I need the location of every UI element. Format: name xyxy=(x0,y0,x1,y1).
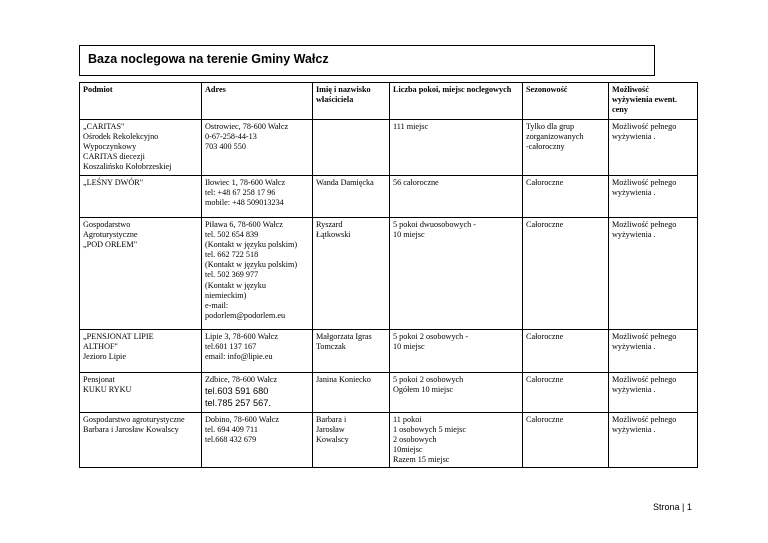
cell-pokoje xyxy=(390,330,523,373)
cell-line: Barbara i xyxy=(316,415,347,424)
cell-line: wyżywienia . xyxy=(612,342,656,352)
cell-line: Lipie 3, 78-600 Wałcz xyxy=(205,332,278,341)
cell-wlasciciel xyxy=(313,218,390,330)
table-row xyxy=(80,218,698,330)
table-row xyxy=(80,120,698,176)
header-wyzywienie-line1: Możliwość xyxy=(612,85,649,94)
cell-podmiot xyxy=(80,218,202,330)
cell-line: Możliwość pełnego xyxy=(612,122,677,131)
cell-podmiot xyxy=(80,120,202,176)
table-row xyxy=(80,330,698,373)
cell-line: 703 400 550 xyxy=(205,142,246,152)
cell-adres xyxy=(202,176,313,218)
cell-line: Możliwość pełnego xyxy=(612,220,677,229)
cell-sezon xyxy=(523,373,609,413)
cell-line: tel. 694 409 711 xyxy=(205,425,258,435)
cell-line: (Kontakt w języku polskim) xyxy=(205,260,298,270)
cell-line: tel. 502 369 977 xyxy=(205,270,259,280)
cell-line: Zdbice, 78-600 Wałcz xyxy=(205,375,278,384)
cell-podmiot xyxy=(80,413,202,468)
cell-line: -całoroczny xyxy=(526,142,565,152)
cell-pokoje xyxy=(390,176,523,218)
cell-line: tel: +48 67 258 17 96 xyxy=(205,188,276,198)
document-title: Baza noclegowa na terenie Gminy Wałcz xyxy=(88,52,329,66)
cell-line: ALTHOF" xyxy=(83,342,118,352)
cell-line: „PENSJONAT LIPIE xyxy=(83,332,154,341)
cell-line: KUKU RYKU xyxy=(83,385,132,395)
cell-line: Agroturystyczne xyxy=(83,230,138,240)
cell-line: Ogółem 10 miejsc xyxy=(393,385,454,395)
table-row xyxy=(80,413,698,468)
cell-pokoje xyxy=(390,218,523,330)
cell-line: tel. 662 722 518 xyxy=(205,250,259,260)
cell-line: Pensjonat xyxy=(83,375,115,384)
header-wyzywienie xyxy=(609,83,698,120)
cell-wlasciciel xyxy=(313,413,390,468)
cell-line: Janina Koniecko xyxy=(316,375,371,384)
cell-line: niemieckim) xyxy=(205,290,247,300)
cell-line: zorganizowanych xyxy=(526,132,584,142)
cell-line: e-mail: xyxy=(205,300,229,310)
cell-line: Całoroczne xyxy=(526,332,564,341)
cell-line: Jarosław xyxy=(316,425,345,435)
cell-line: (Kontakt w języku polskim) xyxy=(205,240,298,250)
cell-line: Całoroczne xyxy=(526,375,564,384)
cell-line: 5 pokoi dwuosobowych - xyxy=(393,220,477,229)
cell-line: 10 miejsc xyxy=(393,230,425,240)
cell-line: Ośrodek Rekolekcyjno xyxy=(83,132,159,142)
cell-adres xyxy=(202,120,313,176)
table-body xyxy=(80,120,698,468)
cell-line: CARITAS diecezji xyxy=(83,152,145,162)
header-sezon: Sezonowość xyxy=(523,83,609,120)
cell-wyzywienie xyxy=(609,330,698,373)
cell-line: Możliwość pełnego xyxy=(612,332,677,341)
cell-wyzywienie xyxy=(609,413,698,468)
cell-line: 56 całoroczne xyxy=(393,178,439,187)
cell-sezon xyxy=(523,218,609,330)
cell-line: Kowalscy xyxy=(316,435,349,445)
cell-line: „CARITAS" xyxy=(83,122,125,131)
cell-line: Małgorzata Igras xyxy=(316,332,372,341)
cell-line: 2 osobowych xyxy=(393,435,437,445)
cell-line: podorlem@podorlem.eu xyxy=(205,310,286,320)
cell-line: Jezioro Lipie xyxy=(83,352,126,362)
cell-line: Ryszard xyxy=(316,220,343,229)
cell-line: Gospodarstwo xyxy=(83,220,131,229)
cell-line: 5 pokoi 2 osobowych xyxy=(393,375,464,384)
cell-adres xyxy=(202,413,313,468)
lodging-table xyxy=(79,82,698,468)
cell-podmiot xyxy=(80,176,202,218)
cell-sezon xyxy=(523,330,609,373)
cell-wlasciciel xyxy=(313,330,390,373)
cell-sezon xyxy=(523,176,609,218)
cell-line: Wypoczynkowy xyxy=(83,142,137,152)
cell-sezon xyxy=(523,413,609,468)
cell-line: Wanda Damięcka xyxy=(316,178,374,187)
cell-line: mobile: +48 509013234 xyxy=(205,198,284,208)
cell-wlasciciel xyxy=(313,373,390,413)
header-pokoje: Liczba pokoi, miejsc noclegowych xyxy=(390,83,523,120)
cell-line: tel.603 591 680 xyxy=(205,386,269,397)
cell-line: 5 pokoi 2 osobowych - xyxy=(393,332,469,341)
cell-wlasciciel xyxy=(313,176,390,218)
cell-sezon xyxy=(523,120,609,176)
page-footer: Strona | 1 xyxy=(653,502,692,512)
table-row xyxy=(80,176,698,218)
cell-line: Tylko dla grup xyxy=(526,122,575,131)
header-row xyxy=(80,83,698,120)
cell-adres xyxy=(202,218,313,330)
cell-line: 111 miejsc xyxy=(393,122,429,131)
title-box xyxy=(79,45,655,76)
cell-wyzywienie xyxy=(609,373,698,413)
cell-line: Razem 15 miejsc xyxy=(393,455,450,465)
cell-line: Tomczak xyxy=(316,342,346,352)
cell-wyzywienie xyxy=(609,176,698,218)
cell-line: Koszalińsko Kołobrzeskiej xyxy=(83,162,172,172)
cell-line: Piława 6, 78-600 Wałcz xyxy=(205,220,283,229)
cell-pokoje xyxy=(390,413,523,468)
cell-line: tel.601 137 167 xyxy=(205,342,257,352)
cell-podmiot xyxy=(80,330,202,373)
cell-line: tel. 502 654 839 xyxy=(205,230,259,240)
cell-line: 10miejsc xyxy=(393,445,423,455)
cell-line: 0-67-258-44-13 xyxy=(205,132,257,142)
cell-line: wyżywienia . xyxy=(612,132,656,142)
cell-line: tel.668 432 679 xyxy=(205,435,257,445)
cell-line: wyżywienia . xyxy=(612,425,656,435)
table-row xyxy=(80,373,698,413)
cell-line: Możliwość pełnego xyxy=(612,415,677,424)
cell-line: email: info@lipie.eu xyxy=(205,352,273,362)
cell-pokoje xyxy=(390,373,523,413)
cell-line: Ostrowiec, 78-600 Wałcz xyxy=(205,122,289,131)
cell-wlasciciel xyxy=(313,120,390,176)
header-wlasciciel: Imię i nazwisko właściciela xyxy=(313,83,390,120)
header-wyzywienie-line2: wyżywienia ewent. ceny xyxy=(612,95,678,115)
cell-adres xyxy=(202,373,313,413)
cell-line: wyżywienia . xyxy=(612,188,656,198)
cell-line: Łątkowski xyxy=(316,230,351,240)
cell-line: „POD ORŁEM" xyxy=(83,240,138,250)
cell-line: Barbara i Jarosław Kowalscy xyxy=(83,425,179,435)
cell-line: wyżywienia . xyxy=(612,230,656,240)
cell-line: Całoroczne xyxy=(526,178,564,187)
header-adres: Adres xyxy=(202,83,313,120)
cell-line: Możliwość pełnego xyxy=(612,375,677,384)
cell-line: Gospodarstwo agroturystyczne xyxy=(83,415,185,424)
header-podmiot: Podmiot xyxy=(80,83,202,120)
cell-line: (Kontakt w języku xyxy=(205,280,266,290)
cell-line: 11 pokoi xyxy=(393,415,422,424)
cell-wyzywienie xyxy=(609,120,698,176)
cell-line: „LEŚNY DWÓR" xyxy=(83,178,144,187)
cell-line: 10 miejsc xyxy=(393,342,425,352)
cell-line: Możliwość pełnego xyxy=(612,178,677,187)
cell-line: Dobino, 78-600 Wałcz xyxy=(205,415,279,424)
cell-line: tel.785 257 567. xyxy=(205,398,271,409)
cell-line: 1 osobowych 5 miejsc xyxy=(393,425,466,435)
cell-wyzywienie xyxy=(609,218,698,330)
cell-podmiot xyxy=(80,373,202,413)
cell-line: Całoroczne xyxy=(526,415,564,424)
cell-line: Całoroczne xyxy=(526,220,564,229)
cell-line: wyżywienia . xyxy=(612,385,656,395)
cell-adres xyxy=(202,330,313,373)
cell-pokoje xyxy=(390,120,523,176)
cell-line: Iłowiec 1, 78-600 Wałcz xyxy=(205,178,286,187)
